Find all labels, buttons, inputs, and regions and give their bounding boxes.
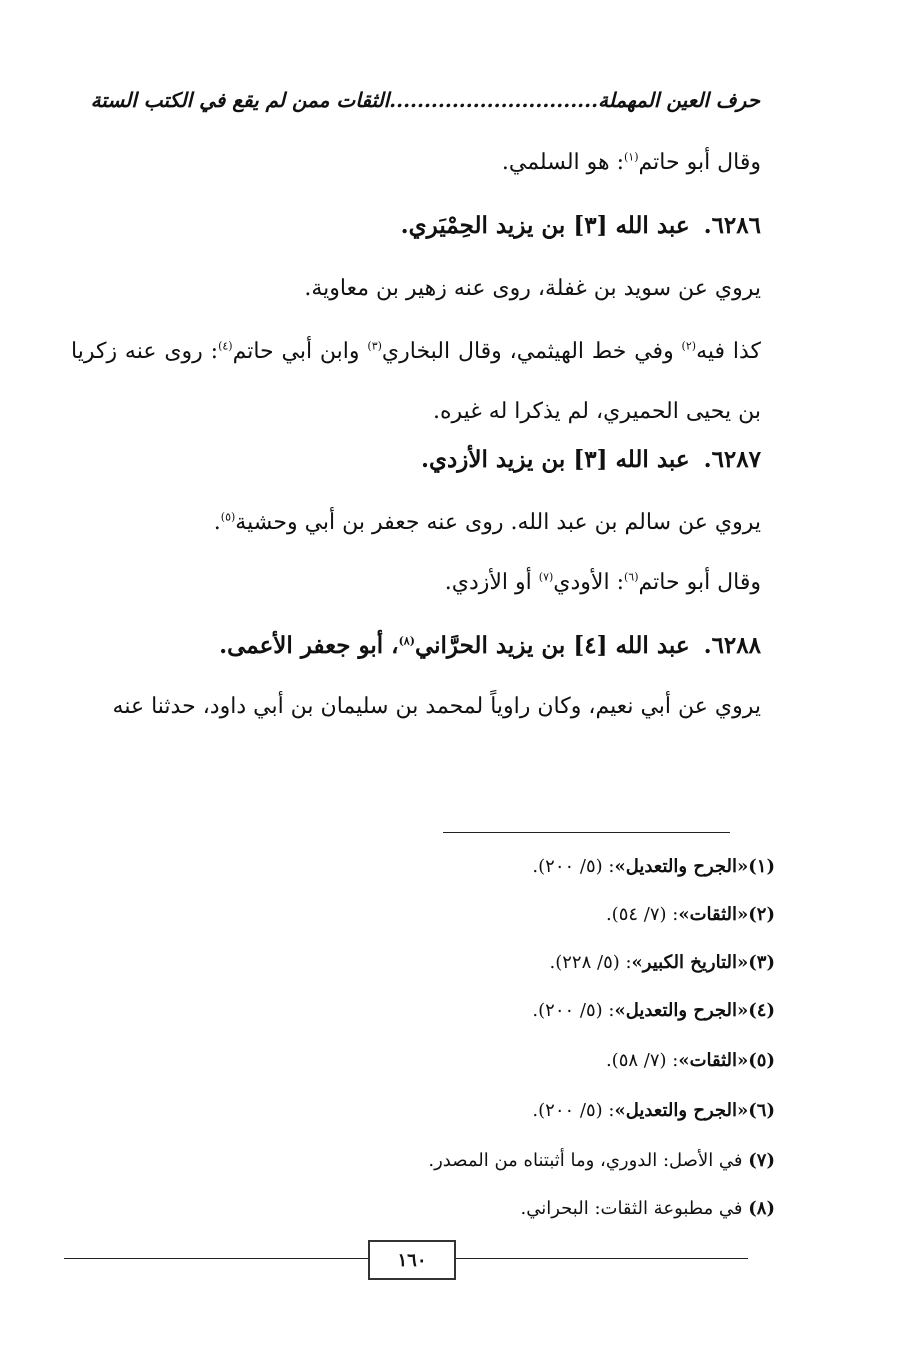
entry-number: ٦٢٨٧. (703, 446, 761, 473)
entry-6288: ٦٢٨٨.عبد الله [٤] بن يزيد الحرَّاني$^{(٨)}$، أبو جعفر الأعمى. (219, 632, 761, 659)
bottom-rule-left (64, 1258, 368, 1259)
footnote-8: (٨) في مطبوعة الثقات: البحراني. (520, 1198, 775, 1219)
footnote-5: (٥)«الثقات»: (٧/ ٥٨). (605, 1050, 775, 1071)
text-line-1: وقال أبو حاتم$^{(١)}$: هو السلمي. (501, 150, 761, 175)
footnote-7: (٧) في الأصل: الدوري، وما أثبتناه من المصدر. (428, 1150, 775, 1171)
footnote-1: (١)«الجرح والتعديل»: (٥/ ٢٠٠). (532, 856, 775, 877)
footnote-2: (٢)«الثقات»: (٧/ ٥٤). (605, 904, 775, 925)
footnote-ref[interactable]: (٧) (538, 570, 554, 584)
page-number-text: ١٦٠ (397, 1249, 427, 1271)
text-line-p3: يروي عن سالم بن عبد الله. روى عنه جعفر بن أبي وحشية$^{(٥)}$. (213, 510, 761, 535)
footnote-3: (٣)«التاريخ الكبير»: (٥/ ٢٢٨). (549, 952, 775, 973)
paragraph-p2: كذا فيه$^{(٢)}$ وفي خط الهيثمي، وقال البخاري$^{(٣)}$ وابن أبي حاتم$^{(٤)}$: روى عنه زكريا بن يحيى الحميري، لم يذكرا له غيره. (71, 339, 761, 424)
footnote-ref[interactable]: (٦) (624, 570, 639, 584)
entry-number: ٦٢٨٨. (703, 632, 761, 659)
header-chapter: حرف العين المهملة (598, 88, 760, 112)
entry-name: عبد الله [٣] بن يزيد الأزدي. (420, 446, 690, 473)
entry-number: ٦٢٨٦. (703, 212, 761, 239)
text-line-p1: يروي عن سويد بن غفلة، روى عنه زهير بن معاوية. (304, 276, 761, 301)
footnote-ref[interactable]: (٣) (367, 339, 382, 353)
running-header (90, 88, 760, 112)
footnote-separator (443, 832, 730, 833)
footnote-ref[interactable]: (١) (624, 150, 639, 164)
footnote-6: (٦)«الجرح والتعديل»: (٥/ ٢٠٠). (532, 1100, 775, 1121)
entry-name: عبد الله [٣] بن يزيد الحِمْيَري. (400, 212, 690, 239)
text-line-p5: يروي عن أبي نعيم، وكان راوياً لمحمد بن سليمان بن أبي داود، حدثنا عنه (112, 694, 761, 719)
footnote-ref[interactable]: (٥) (220, 510, 236, 524)
footnote-ref[interactable]: (٤) (218, 339, 233, 353)
page-number (368, 1240, 456, 1280)
footnote-ref[interactable]: (٨) (398, 634, 415, 648)
entry-name: عبد الله [٤] بن يزيد الحرَّاني (414, 632, 690, 659)
footnote-4: (٤)«الجرح والتعديل»: (٥/ ٢٠٠). (532, 1000, 775, 1021)
entry-6286 (401, 212, 761, 239)
footnote-ref[interactable]: (٢) (681, 339, 697, 353)
text-line-p4: وقال أبو حاتم$^{(٦)}$: الأودي$^{(٧)}$ أو الأزدي. (444, 570, 761, 595)
bottom-rule-right (452, 1258, 748, 1259)
entry-6287 (421, 446, 761, 473)
header-dots: .............................. (389, 88, 599, 112)
header-book: الثقات ممن لم يقع في الكتب الستة (90, 88, 390, 112)
